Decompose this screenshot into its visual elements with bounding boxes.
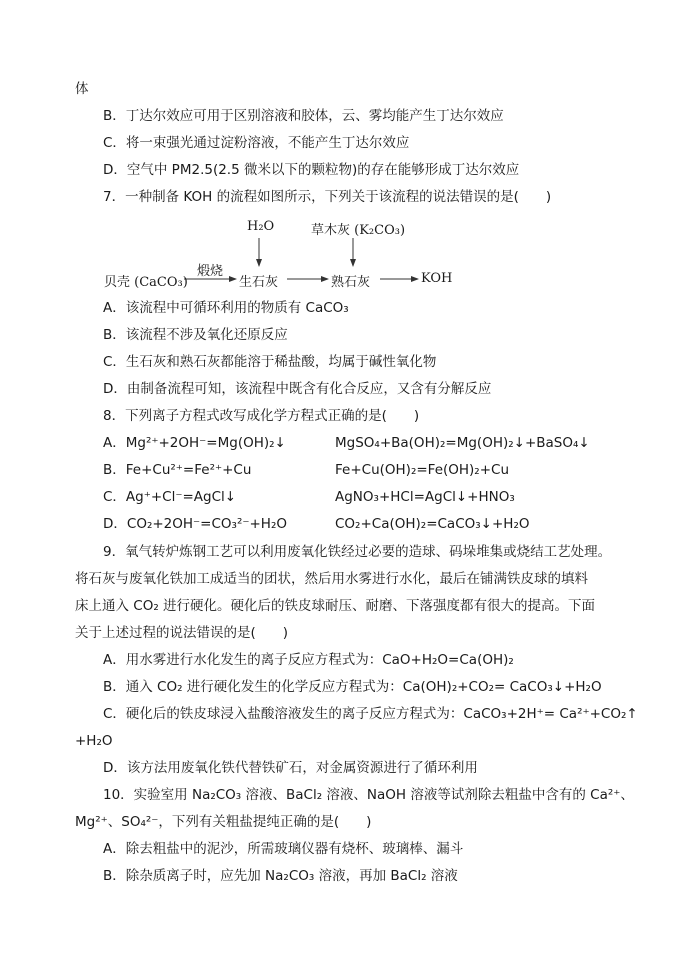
- q9-option-c-cont: +H₂O: [75, 733, 113, 749]
- option-d: D．空气中 PM2.5(2.5 微米以下的颗粒物)的存在能够形成丁达尔效应: [103, 162, 520, 178]
- flow-input-water: H₂O: [247, 219, 275, 234]
- option-c: C．将一束强光通过淀粉溶液，不能产生丁达尔效应: [103, 135, 410, 151]
- question-10-line: Mg²⁺、SO₄²⁻，下列有关粗盐提纯正确的是( ): [75, 814, 372, 830]
- flow-arrow-label: 煅烧: [197, 264, 224, 279]
- q9-option-a: A．用水雾进行水化发生的离子反应方程式为：CaO+H₂O=Ca(OH)₂: [103, 652, 514, 668]
- q7-option-c: C．生石灰和熟石灰都能溶于稀盐酸，均属于碱性氧化物: [103, 354, 437, 370]
- question-9-line: 将石灰与废氧化铁加工成适当的团状，然后用水雾进行水化，最后在铺满铁皮球的填料: [75, 571, 588, 587]
- q10-option-b: B．除杂质离子时，应先加 Na₂CO₃ 溶液，再加 BaCl₂ 溶液: [103, 868, 458, 884]
- q9-option-c: C．硬化后的铁皮球浸入盐酸溶液发生的离子反应方程式为：CaCO₃+2H⁺= Ca²⁺+CO₂↑: [103, 706, 638, 722]
- question-8: 8．下列离子方程式改写成化学方程式正确的是( ): [103, 408, 420, 424]
- question-9: 9．氧气转炉炼钢工艺可以利用废氧化铁经过必要的造球、码垛堆集或烧结工艺处理。: [103, 544, 612, 560]
- question-10: 10．实验室用 Na₂CO₃ 溶液、BaCl₂ 溶液、NaOH 溶液等试剂除去粗盐中含有的 Ca²⁺、: [103, 787, 634, 803]
- q8-option-d-chemical: CO₂+Ca(OH)₂=CaCO₃↓+H₂O: [335, 516, 530, 532]
- q9-option-b: B．通入 CO₂ 进行硬化发生的化学反应方程式为：Ca(OH)₂+CO₂= CaCO₃↓+H₂O: [103, 679, 602, 695]
- flow-start: 贝壳 (CaCO₃): [104, 275, 188, 290]
- flow-arrows: [0, 0, 688, 300]
- option-b: B．丁达尔效应可用于区别溶液和胶体，云、雾均能产生丁达尔效应: [103, 108, 504, 124]
- q7-option-b: B．该流程不涉及氧化还原反应: [103, 327, 288, 343]
- q8-option-c-chemical: AgNO₃+HCl=AgCl↓+HNO₃: [335, 489, 515, 505]
- question-9-line: 床上通入 CO₂ 进行硬化。硬化后的铁皮球耐压、耐磨、下落强度都有很大的提高。下面: [75, 598, 596, 614]
- q10-option-a: A．除去粗盐中的泥沙，所需玻璃仪器有烧杯、玻璃棒、漏斗: [103, 841, 464, 857]
- flow-node-quicklime: 生石灰: [239, 275, 279, 290]
- q8-option-a-chemical: MgSO₄+Ba(OH)₂=Mg(OH)₂↓+BaSO₄↓: [335, 435, 590, 451]
- flow-end: KOH: [421, 271, 453, 286]
- q8-option-b-chemical: Fe+Cu(OH)₂=Fe(OH)₂+Cu: [335, 462, 510, 478]
- text-line: 体: [75, 81, 89, 97]
- q9-option-d: D．该方法用废氧化铁代替铁矿石，对金属资源进行了循环利用: [103, 760, 478, 776]
- q8-option-a-ionic: A．Mg²⁺+2OH⁻=Mg(OH)₂↓: [103, 435, 286, 451]
- question-9-line: 关于上述过程的说法错误的是( ): [75, 625, 289, 641]
- q8-option-b-ionic: B．Fe+Cu²⁺=Fe²⁺+Cu: [103, 462, 252, 478]
- q8-option-d-ionic: D．CO₂+2OH⁻=CO₃²⁻+H₂O: [103, 516, 287, 532]
- flow-node-slaked-lime: 熟石灰: [331, 275, 371, 290]
- q8-option-c-ionic: C．Ag⁺+Cl⁻=AgCl↓: [103, 489, 237, 505]
- question-7: 7．一种制备 KOH 的流程如图所示，下列关于该流程的说法错误的是( ): [103, 189, 552, 205]
- q7-option-a: A．该流程中可循环利用的物质有 CaCO₃: [103, 300, 349, 316]
- q7-option-d: D．由制备流程可知，该流程中既含有化合反应，又含有分解反应: [103, 381, 492, 397]
- flow-input-potash: 草木灰 (K₂CO₃): [311, 223, 406, 238]
